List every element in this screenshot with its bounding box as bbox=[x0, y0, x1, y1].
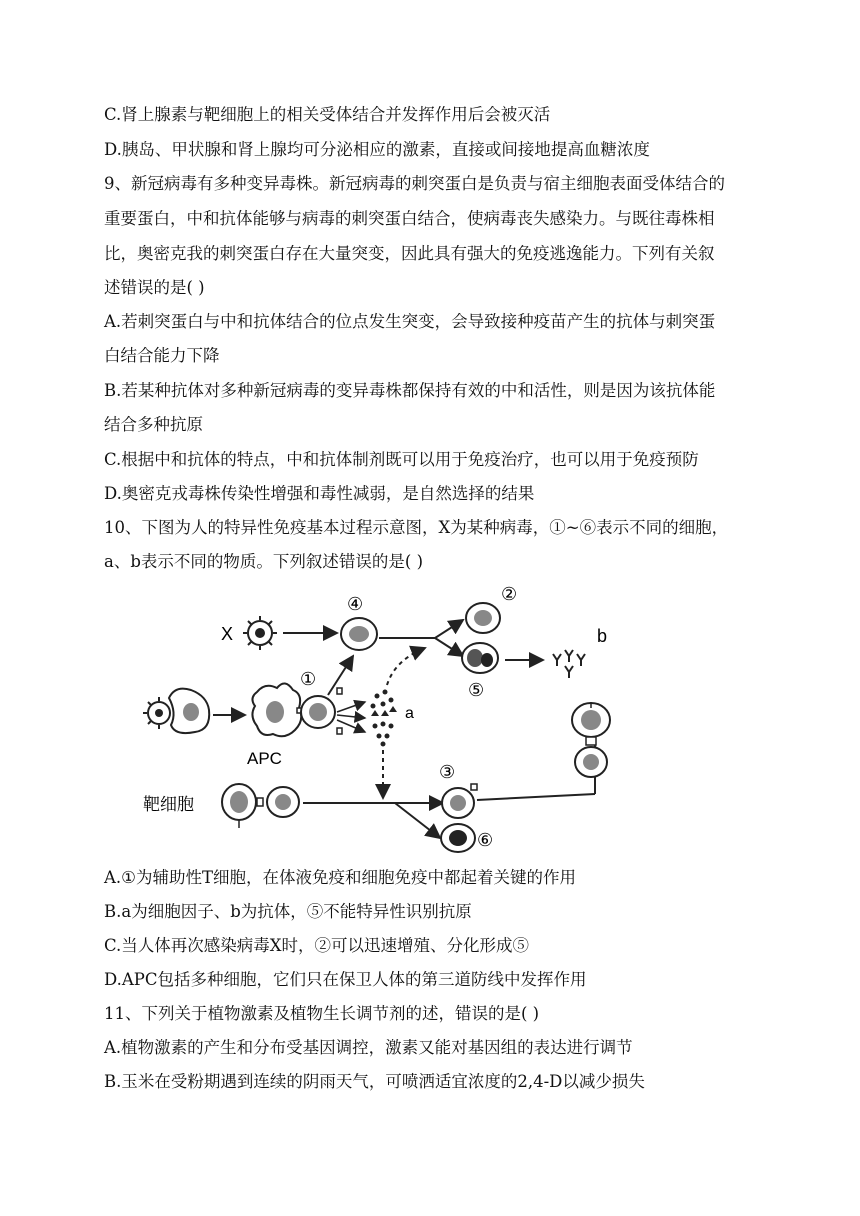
text-line: 重要蛋白，中和抗体能够与病毒的刺突蛋白结合，使病毒丧失感染力。与既往毒株相 bbox=[104, 209, 715, 228]
option-a: A.植物激素的产生和分布受基因调控，激素又能对基因组的表达进行调节 bbox=[104, 1038, 633, 1057]
text-line: a、b表示不同的物质。下列叙述错误的是( ) bbox=[104, 552, 424, 571]
label-3: ③ bbox=[439, 762, 456, 783]
option-d: D.奥密克戎毒株传染性增强和毒性减弱，是自然选择的结果 bbox=[104, 484, 535, 503]
label-4: ④ bbox=[347, 594, 364, 615]
apc-cell bbox=[252, 683, 303, 736]
cell-5 bbox=[462, 643, 498, 673]
cell-3 bbox=[442, 784, 477, 818]
question-9-stem: 9、新冠病毒有多种变异毒株。新冠病毒的刺突蛋白是负责与宿主细胞表面受体结合的 bbox=[104, 174, 725, 193]
option-d: D.APC包括多种细胞，它们只在保卫人体的第三道防线中发挥作用 bbox=[104, 970, 587, 989]
text-line: 白结合能力下降 bbox=[104, 346, 220, 365]
option-c: C.根据中和抗体的特点，中和抗体制剂既可以用于免疫治疗，也可以用于免疫预防 bbox=[104, 450, 699, 469]
label-b: b bbox=[597, 626, 608, 646]
label-1: ① bbox=[300, 669, 317, 690]
option-b: B.a为细胞因子、b为抗体，⑤不能特异性识别抗原 bbox=[104, 902, 472, 921]
text-line: 比，奥密克我的刺突蛋白存在大量突变，因此具有强大的免疫逃逸能力。下列有关叙 bbox=[104, 244, 715, 263]
label-x: X bbox=[221, 624, 234, 644]
virus-x-icon bbox=[243, 616, 277, 650]
label-target-cell: 靶细胞 bbox=[143, 795, 194, 815]
label-6: ⑥ bbox=[477, 830, 494, 851]
label-2: ② bbox=[501, 584, 518, 605]
option-b: B.若某种抗体对多种新冠病毒的变异毒株都保持有效的中和活性，则是因为该抗体能 bbox=[104, 381, 716, 400]
text-line: C.肾上腺素与靶细胞上的相关受体结合并发挥作用后会被灭活 bbox=[104, 105, 551, 124]
text-line: 结合多种抗原 bbox=[104, 415, 203, 434]
cell-2 bbox=[466, 603, 500, 633]
option-b: B.玉米在受粉期遇到连续的阴雨天气，可喷洒适宜浓度的2,4-D以减少损失 bbox=[104, 1072, 645, 1091]
cell-1 bbox=[301, 688, 342, 734]
option-a: A.若刺突蛋白与中和抗体结合的位点发生突变，会导致接种疫苗产生的抗体与刺突蛋 bbox=[104, 312, 716, 331]
label-apc: APC bbox=[247, 749, 282, 768]
infected-cell bbox=[143, 689, 209, 733]
label-a: a bbox=[405, 705, 414, 722]
label-5: ⑤ bbox=[468, 680, 485, 701]
option-c: C.当人体再次感染病毒X时，②可以迅速增殖、分化形成⑤ bbox=[104, 936, 530, 955]
option-a: A.①为辅助性T细胞，在体液免疫和细胞免疫中都起着关键的作用 bbox=[104, 868, 576, 887]
question-11-stem: 11、下列关于植物激素及植物生长调节剂的述，错误的是( ) bbox=[104, 1004, 540, 1023]
cell-4 bbox=[341, 618, 377, 650]
immune-process-diagram bbox=[125, 570, 625, 860]
question-10-stem: 10、下图为人的特异性免疫基本过程示意图，X为某种病毒，①~⑥表示不同的细胞， bbox=[104, 518, 729, 537]
antibody-icon bbox=[553, 650, 585, 678]
text-line: 述错误的是( ) bbox=[104, 278, 205, 297]
cell-complex bbox=[572, 702, 610, 777]
cell-6 bbox=[441, 824, 475, 852]
text-line: D.胰岛、甲状腺和肾上腺均可分泌相应的激素，直接或间接地提高血糖浓度 bbox=[104, 140, 650, 159]
target-cell bbox=[222, 784, 299, 828]
cytokine-dots bbox=[371, 690, 398, 747]
